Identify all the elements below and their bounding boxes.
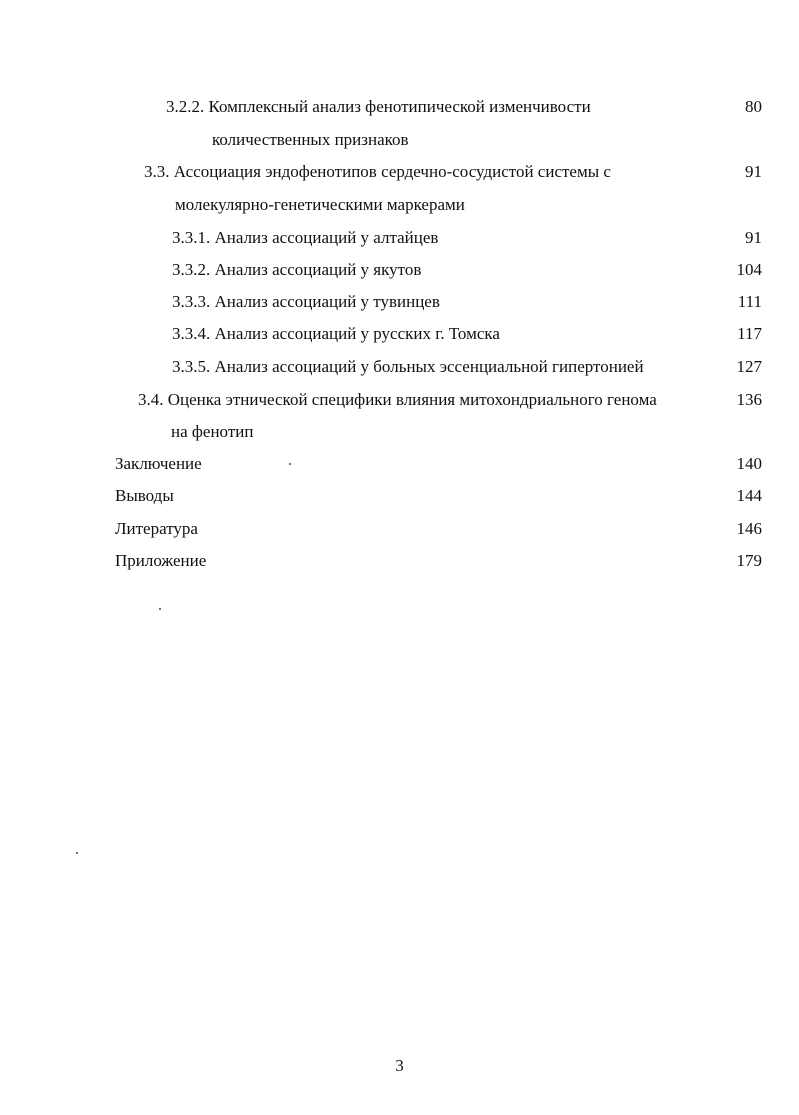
toc-entry-page: 117 (737, 324, 762, 343)
toc-entry-title: Литература (115, 519, 198, 538)
toc-entry-page: 127 (736, 357, 762, 376)
toc-entry-page: 91 (745, 162, 762, 181)
page-number: 3 (395, 1056, 404, 1075)
toc-entry-title-continuation: на фенотип (171, 422, 254, 441)
scan-speck (159, 608, 161, 610)
toc-entry-title: 3.4. Оценка этнической специфики влияния митохондриального генома (138, 390, 657, 409)
toc-entry-title: 3.2.2. Комплексный анализ фенотипической изменчивости (166, 97, 591, 116)
toc-entry-page: 140 (736, 454, 762, 473)
toc-entry-page: 111 (737, 292, 762, 311)
toc-entry-title: 3.3.3. Анализ ассоциаций у тувинцев (172, 292, 440, 311)
scan-speck (76, 852, 78, 854)
toc-entry-title: 3.3.4. Анализ ассоциаций у русских г. Томска (172, 324, 500, 343)
toc-entry-page: 146 (736, 519, 762, 538)
toc-entry-page: 136 (736, 390, 762, 409)
toc-entry-title: 3.3. Ассоциация эндофенотипов сердечно-сосудистой системы с (144, 162, 611, 181)
toc-entry-title: Приложение (115, 551, 207, 570)
toc-entry-title: 3.3.2. Анализ ассоциаций у якутов (172, 260, 422, 279)
toc-entry-title: 3.3.1. Анализ ассоциаций у алтайцев (172, 228, 439, 247)
toc-entry-title-continuation: молекулярно-генетическими маркерами (175, 195, 465, 214)
toc-entry-page: 80 (745, 97, 762, 116)
toc-entry-page: 144 (736, 486, 762, 505)
toc-entry-title: Выводы (115, 486, 174, 505)
toc-entry-page: 179 (736, 551, 762, 570)
toc-entry-title-continuation: количественных признаков (212, 130, 409, 149)
toc-entry-title: Заключение (115, 454, 202, 473)
toc-entry-title: 3.3.5. Анализ ассоциаций у больных эссенциальной гипертонией (172, 357, 644, 376)
toc-entry-page: 91 (745, 228, 762, 247)
toc-entry-page: 104 (736, 260, 762, 279)
scan-speck (289, 463, 291, 465)
